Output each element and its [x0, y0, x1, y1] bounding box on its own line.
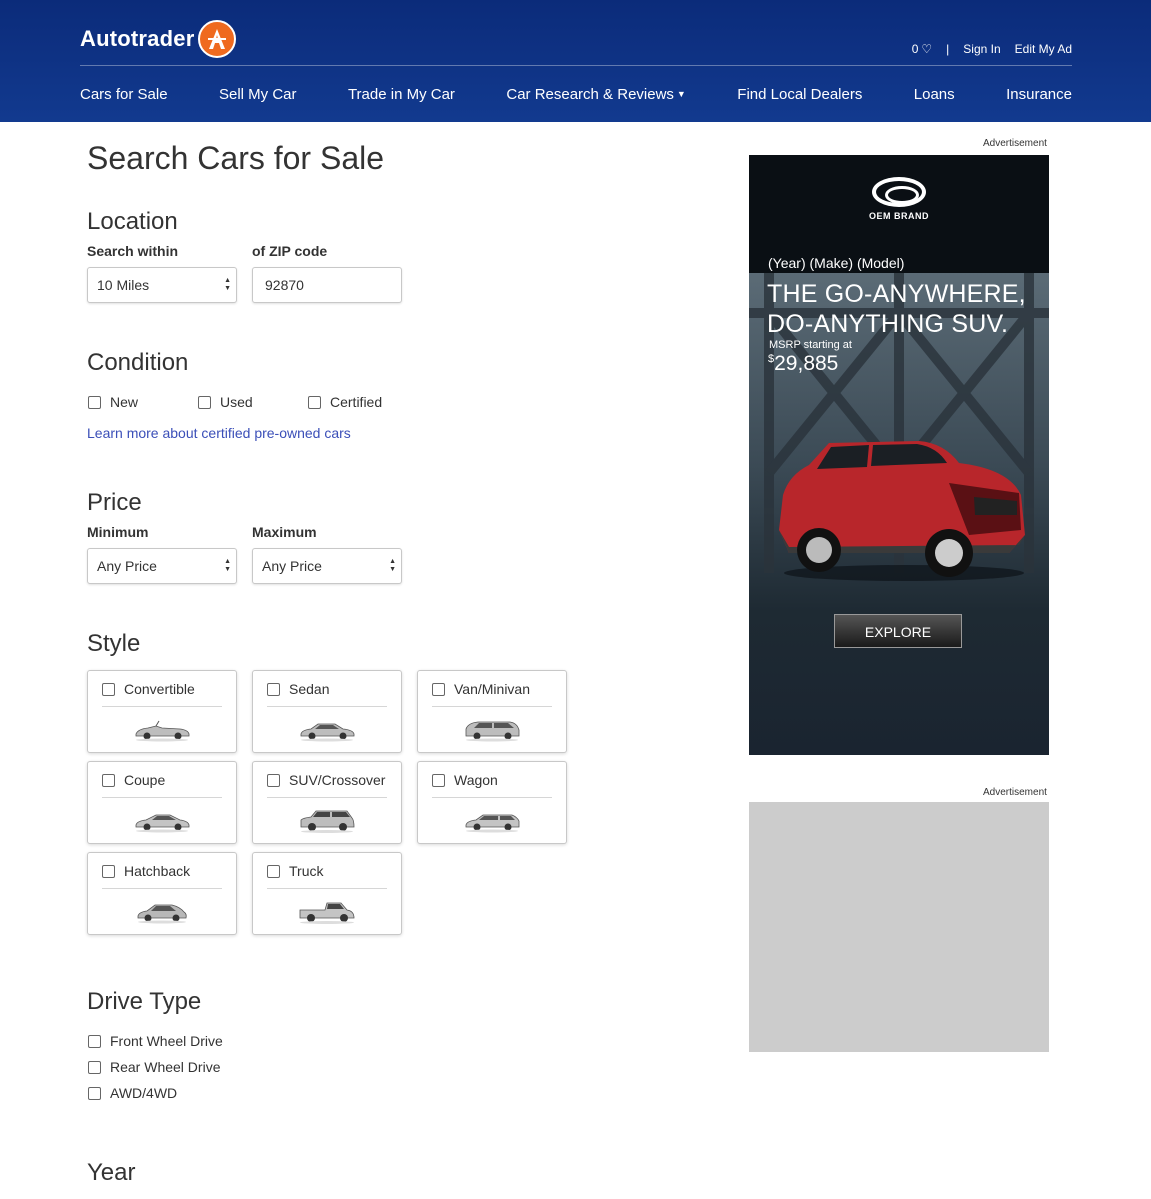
card-divider	[267, 706, 387, 707]
style-hatchback-checkbox[interactable]	[102, 863, 190, 879]
ad-headline-1: THE GO-ANYWHERE,	[767, 280, 1026, 308]
card-divider	[267, 797, 387, 798]
caret-down-icon: ▼	[676, 89, 686, 99]
search-within-select[interactable]	[87, 267, 237, 303]
nav-research-reviews[interactable]	[506, 86, 685, 103]
site-header	[0, 0, 1151, 122]
style-truck-checkbox[interactable]	[267, 863, 323, 879]
min-price-select[interactable]	[87, 548, 237, 584]
checkbox-icon[interactable]	[432, 774, 445, 787]
style-card-coupe[interactable]	[87, 761, 237, 844]
card-divider	[102, 706, 222, 707]
convertible-car-icon	[132, 717, 192, 743]
style-card-suv[interactable]	[252, 761, 402, 844]
card-divider	[102, 888, 222, 889]
condition-new-label: New	[110, 394, 139, 410]
checkbox-icon[interactable]	[88, 1087, 101, 1100]
condition-certified[interactable]	[308, 394, 382, 410]
style-label: Hatchback	[124, 863, 191, 879]
card-divider	[432, 797, 552, 798]
card-divider	[432, 706, 552, 707]
card-divider	[267, 888, 387, 889]
style-van-checkbox[interactable]	[432, 681, 530, 697]
style-label: Van/Minivan	[454, 681, 531, 697]
nav-sell-my-car[interactable]: Sell My Car	[218, 86, 297, 103]
price-title: Price	[87, 489, 142, 516]
condition-new[interactable]	[88, 394, 138, 410]
explore-button[interactable]: EXPLORE	[834, 614, 962, 648]
nav-loans[interactable]: Loans	[913, 86, 955, 103]
util-separator: |	[946, 42, 950, 56]
saved-count[interactable]: 0	[911, 42, 919, 56]
drive-awd-label: AWD/4WD	[110, 1085, 178, 1101]
select-arrows-icon: ▲ ▼	[389, 558, 396, 573]
main-nav	[80, 86, 1072, 103]
ad-label-bottom: Advertisement	[983, 787, 1047, 798]
ad-price	[768, 352, 838, 376]
checkbox-icon[interactable]	[198, 396, 211, 409]
style-wagon-checkbox[interactable]	[432, 772, 498, 788]
drive-fwd[interactable]	[88, 1033, 223, 1049]
style-card-hatchback[interactable]	[87, 852, 237, 935]
style-label: Sedan	[289, 681, 330, 697]
search-within-value: 10 Miles	[97, 277, 150, 293]
max-price-select[interactable]	[252, 548, 402, 584]
checkbox-icon[interactable]	[267, 683, 280, 696]
ad-price-value: 29,885	[774, 352, 839, 375]
hatchback-car-icon	[132, 899, 192, 925]
year-title: Year	[87, 1159, 136, 1186]
skyscraper-ad[interactable]	[749, 155, 1049, 755]
style-title: Style	[87, 630, 141, 657]
location-title: Location	[87, 208, 178, 235]
condition-title: Condition	[87, 349, 189, 376]
drive-awd[interactable]	[88, 1085, 177, 1101]
style-convertible-checkbox[interactable]	[102, 681, 195, 697]
nav-insurance[interactable]: Insurance	[1006, 86, 1072, 103]
red-suv-image	[769, 435, 1029, 585]
checkbox-icon[interactable]	[88, 1061, 101, 1074]
style-card-van[interactable]	[417, 670, 567, 753]
nav-research-label: Car Research & Reviews	[506, 86, 674, 103]
style-label: Wagon	[454, 772, 498, 788]
autotrader-logo[interactable]	[80, 20, 236, 58]
checkbox-icon[interactable]	[308, 396, 321, 409]
condition-certified-label: Certified	[330, 394, 383, 410]
style-card-sedan[interactable]	[252, 670, 402, 753]
ad-model-text: (Year) (Make) (Model)	[768, 255, 905, 271]
select-arrows-icon: ▲ ▼	[224, 277, 231, 292]
style-label: Convertible	[124, 681, 195, 697]
heart-icon[interactable]: ♡	[921, 42, 933, 56]
checkbox-icon[interactable]	[102, 774, 115, 787]
ad-placeholder[interactable]	[749, 802, 1049, 1052]
oem-brand-text: OEM BRAND	[869, 211, 929, 221]
ad-headline	[767, 279, 1026, 339]
select-arrows-icon: ▲ ▼	[224, 558, 231, 573]
max-price-value: Any Price	[262, 558, 322, 574]
checkbox-icon[interactable]	[267, 774, 280, 787]
header-divider	[80, 65, 1072, 66]
min-price-label: Minimum	[87, 524, 149, 540]
min-price-value: Any Price	[97, 558, 157, 574]
condition-used-label: Used	[220, 394, 253, 410]
checkbox-icon[interactable]	[102, 865, 115, 878]
ad-msrp-label: MSRP starting at	[769, 339, 852, 351]
coupe-car-icon	[132, 808, 192, 834]
style-card-wagon[interactable]	[417, 761, 567, 844]
style-label: SUV/Crossover	[289, 772, 386, 788]
style-card-convertible[interactable]	[87, 670, 237, 753]
style-suv-checkbox[interactable]	[267, 772, 385, 788]
edit-my-ad-link[interactable]: Edit My Ad	[1014, 42, 1072, 56]
max-price-label: Maximum	[252, 524, 317, 540]
card-divider	[102, 797, 222, 798]
style-sedan-checkbox[interactable]	[267, 681, 329, 697]
utility-links	[912, 42, 1072, 56]
logo-a-icon	[198, 20, 236, 58]
sedan-car-icon	[297, 717, 357, 743]
checkbox-icon[interactable]	[88, 396, 101, 409]
ad-headline-2: DO-ANYTHING SUV.	[767, 310, 1009, 338]
logo-text: Autotrader	[80, 26, 195, 51]
drive-type-title: Drive Type	[87, 988, 202, 1015]
zip-input[interactable]: 92870	[252, 267, 402, 303]
wagon-car-icon	[462, 808, 522, 834]
nav-trade-in[interactable]: Trade in My Car	[347, 86, 455, 103]
oem-ring-icon	[872, 177, 926, 207]
ad-price-symbol: $	[768, 353, 775, 365]
truck-car-icon	[297, 899, 357, 925]
zip-label: of ZIP code	[252, 243, 328, 259]
style-label: Coupe	[124, 772, 166, 788]
drive-rwd[interactable]	[88, 1059, 220, 1075]
drive-rwd-label: Rear Wheel Drive	[110, 1059, 221, 1075]
style-label: Truck	[289, 863, 324, 879]
checkbox-icon[interactable]	[267, 865, 280, 878]
nav-find-dealers[interactable]: Find Local Dealers	[737, 86, 863, 103]
condition-used[interactable]	[198, 394, 253, 410]
nav-cars-for-sale[interactable]: Cars for Sale	[80, 86, 168, 103]
checkbox-icon[interactable]	[432, 683, 445, 696]
checkbox-icon[interactable]	[88, 1035, 101, 1048]
suv-car-icon	[297, 808, 357, 834]
page-title: Search Cars for Sale	[87, 140, 385, 176]
checkbox-icon[interactable]	[102, 683, 115, 696]
certified-info-link[interactable]: Learn more about certified pre-owned cars	[87, 425, 351, 441]
oem-logo	[749, 177, 1049, 221]
search-within-label: Search within	[87, 243, 179, 259]
style-card-truck[interactable]	[252, 852, 402, 935]
van-car-icon	[462, 717, 522, 743]
style-coupe-checkbox[interactable]	[102, 772, 165, 788]
drive-fwd-label: Front Wheel Drive	[110, 1033, 223, 1049]
ad-label-top: Advertisement	[983, 138, 1047, 149]
sign-in-link[interactable]: Sign In	[963, 42, 1001, 56]
